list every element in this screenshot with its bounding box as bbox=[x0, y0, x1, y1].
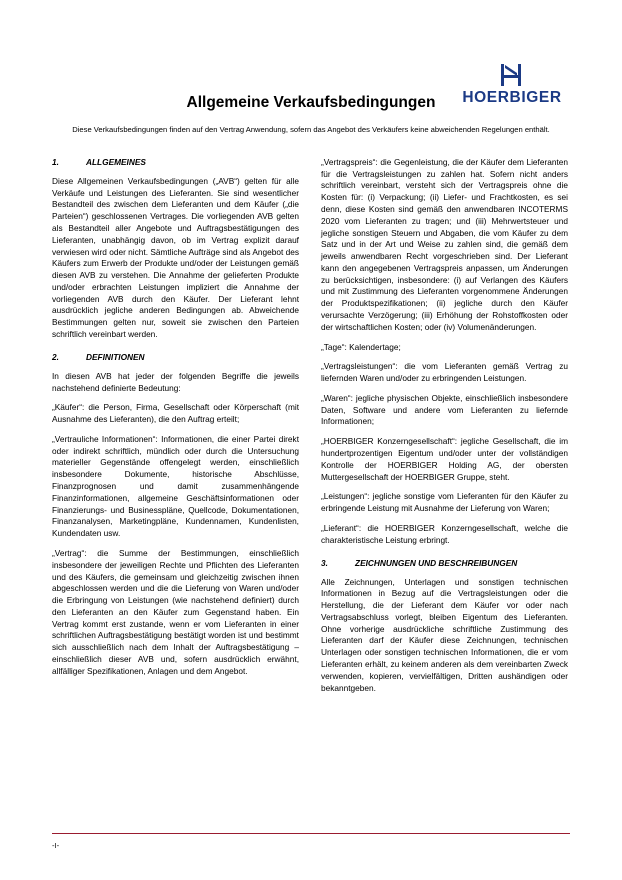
section-title-1: ALLGEMEINES bbox=[86, 156, 146, 167]
section-title-3: ZEICHNUNGEN UND BESCHREIBUNGEN bbox=[355, 557, 518, 568]
section-number-1: 1. bbox=[52, 156, 59, 167]
section-title-2: DEFINITIONEN bbox=[86, 351, 145, 362]
footer-divider bbox=[52, 833, 570, 834]
section-heading-3 bbox=[321, 558, 568, 568]
paragraph: „Vertragsleistungen“: die vom Lieferanten gemäß Vertrag zu liefernden Waren und/oder zu erbringenden Leistungen. bbox=[321, 361, 568, 384]
paragraph: „HOERBIGER Konzerngesellschaft“: jegliche Gesellschaft, die im hundertprozentigen Eigentum und/oder unter der vollständigen Kontrolle der HOERBIGER Holding AG, der obersten Muttergesellschaft der HOERBIGER Gruppe, steht. bbox=[321, 436, 568, 482]
paragraph: „Leistungen“: jegliche sonstige vom Lieferanten für den Käufer zu erbringende Leistung mit Ausnahme der Lieferung von Waren; bbox=[321, 491, 568, 514]
section-number-2: 2. bbox=[52, 351, 59, 362]
paragraph: Diese Allgemeinen Verkaufsbedingungen („AVB“) gelten für alle Verkäufe und Leistungen des Lieferanten. Sie sind wesentlicher Bestandteil des zwischen dem Lieferanten und dem Käufer („die Parteien“) geschlossenen Vertrages. Die vorliegenden AVB gelten als Bestandteil aller Angebote und Auftragsbestätigungen des Lieferanten, unabhängig davon, ob im Vertrag explizit darauf verwiesen wird oder nicht. Sämtliche Aufträge sind als Angebot des Käufers zum Erwerb der Produkte und/oder der Leistungen gemäß diesen AVB zu verstehen. Die Annahme der gelieferten Produkte und/oder erbrachten Leistungen impliziert die Annahme der vorliegenden AVB durch den Käufer. Der Lieferant lehnt ausdrücklich jegliche anderen Bedingungen ab. Abweichende Bestimmungen gelten nur, soweit sie zwischen den Parteien schriftlich vereinbart werden. bbox=[52, 175, 299, 339]
paragraph: „Lieferant“: die HOERBIGER Konzerngesellschaft, welche die charakteristische Leistung erbringt. bbox=[321, 522, 568, 545]
paragraph: Alle Zeichnungen, Unterlagen und sonstigen technischen Informationen in Bezug auf die Vertragsleistungen oder die Herstellung, die der Lieferant dem Käufer vor oder nach Vertragsabschluss vorlegt, bleiben Eigentum des Lieferanten. Ohne vorherige ausdrückliche schriftliche Zustimmung des Lieferanten darf der Käufer diese Zeichnungen, technischen Unterlagen oder sonstigen technischen Informationen, die er vom Lieferanten erhält, zu keinem anderen als dem vereinbarten Zweck verwenden, kopieren, vervielfältigen, Dritten aushändigen oder bekanntgeben. bbox=[321, 576, 568, 693]
paragraph: „Vertrauliche Informationen“: Informationen, die einer Partei direkt oder indirekt schriftlich, mündlich oder durch die Untersuchung materieller Gegenstände offengelegt werden, einschließlich insbesondere Dokumente, historische Abschlüsse, Finanzprognosen und damit zusammenhängende Finanzinformationen, allgemeine Geschäftsinformationen oder Finanzierungs- und Businesspläne, Quellcode, Dokumentationen, Finanzanalysen, Marketingpläne, Kundennamen, Kundenlisten, Kundendaten usw. bbox=[52, 433, 299, 539]
paragraph: „Vertragspreis“: die Gegenleistung, die der Käufer dem Lieferanten für die Vertragsleistungen zu zahlen hat. Sofern nicht anders schriftlich vereinbart, versteht sich der Vertragspreis ohne die Kosten für: (i) Verpackung; (ii) Liefer- und Frachtkosten, es sei denn, diese Kosten sind gemäß den anwendbaren INCOTERMS 2020 vom Lieferanten zu tragen; und (iii) Mehrwertsteuer und jegliche sonstigen Steuern und Abgaben, die vom Käufer zu dem Satz und in der Art und Weise zu zahlen sind, die gemäß dem jeweils anwendbaren Recht vorgeschrieben sind. Der Lieferant kann den angegebenen Vertragspreis anpassen, um Änderungen zu berücksichtigen, insbesondere: (i) auf Verlangen des Käufers und mit Zustimmung des Lieferanten vorgenommene Änderungen der Produktspezifikationen; (ii) jegliche durch den Käufer verursachte Verzögerung; (iii) Erhöhung der Rohstoffkosten oder der wirtschaftlichen Kosten; oder (iv) Volumenänderungen. bbox=[321, 156, 568, 332]
page-title: Allgemeine Verkaufsbedingungen bbox=[186, 94, 436, 111]
section-heading-2 bbox=[52, 352, 299, 362]
page-number: -I- bbox=[52, 841, 60, 850]
page-subtitle: Diese Verkaufsbedingungen finden auf den Vertrag Anwendung, sofern das Angebot des Verkäufers keine abweichenden Regelungen enthält. bbox=[72, 124, 550, 134]
left-column bbox=[52, 157, 299, 694]
two-column-body bbox=[52, 157, 570, 694]
paragraph: In diesen AVB hat jeder der folgenden Begriffe die jeweils nachstehend definierte Bedeutung: bbox=[52, 370, 299, 393]
paragraph: „Tage“: Kalendertage; bbox=[321, 341, 401, 352]
section-number-3: 3. bbox=[321, 557, 328, 568]
brand-logo bbox=[452, 62, 572, 106]
right-column bbox=[321, 157, 568, 694]
paragraph: „Waren“: jegliche physischen Objekte, einschließlich insbesondere Daten, Software und andere vom Lieferanten zu liefernde Informationen; bbox=[321, 392, 568, 427]
paragraph: „Käufer“: die Person, Firma, Gesellschaft oder Körperschaft (mit Ausnahme des Lieferanten), die den Auftrag erteilt; bbox=[52, 402, 299, 425]
section-heading-1 bbox=[52, 157, 299, 167]
brand-name: HOERBIGER bbox=[462, 89, 562, 106]
hoerbiger-logo-icon bbox=[452, 62, 572, 88]
paragraph: „Vertrag“: die Summe der Bestimmungen, einschließlich insbesondere der jeweiligen Rechte und Pflichten des Lieferanten und des Käufers, die gemeinsam und gleichzeitig zwischen ihnen abgeschlossen werden und die die Lieferung von Waren und/oder die Erbringung von Leistungen (wie nachstehend definiert) durch den Lieferanten an den Käufer zum Gegenstand haben. Ein Vertrag kommt erst zustande, wenn er vom Lieferanten in einer schriftlichen Auftragsbestätigung bestätigt worden ist und bestimmt sich ausschließlich nach dem Inhalt der Auftragsbestätigung – einschließlich dieser AVB und, sofern ausdrücklich erwähnt, allfälliger Spezifikationen, Anlagen und dem Angebot. bbox=[52, 547, 299, 676]
